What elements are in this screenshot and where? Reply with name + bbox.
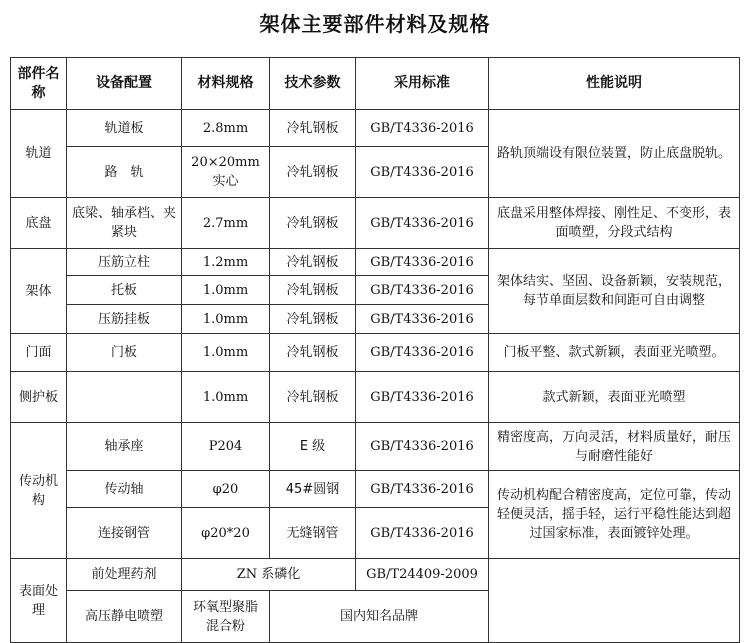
table-row [11,471,740,508]
part-cell: 传动机构 [11,423,67,559]
standard-cell: GB/T4336-2016 [356,334,489,372]
spec-table [10,57,740,643]
config-cell: 高压静电喷塑 [67,591,182,643]
spec-cell: 1.0mm [182,305,270,334]
param-cell: 冷轧钢板 [270,372,356,423]
part-cell: 表面处理 [11,559,67,643]
part-cell: 轨道 [11,110,67,198]
table-row [11,423,740,471]
table-row [11,198,740,249]
param-cell: 冷轧钢板 [270,198,356,249]
desc-cell: 路轨顶端设有限位装置，防止底盘脱轨。 [489,110,740,198]
spec-cell: 2.7mm [182,198,270,249]
part-cell: 底盘 [11,198,67,249]
param-cell: 冷轧钢板 [270,276,356,305]
spec-cell: 1.2mm [182,249,270,276]
standard-cell: GB/T4336-2016 [356,471,489,508]
standard-cell: GB/T4336-2016 [356,508,489,559]
desc-cell: 精密度高，万向灵活，材料质量好，耐压与耐磨性能好 [489,423,740,471]
spec-cell: 1.0mm [182,276,270,305]
spec-cell: 环氧型聚脂混合粉 [182,591,270,643]
table-row [11,559,740,591]
spec-cell: P204 [182,423,270,471]
header-desc: 性能说明 [489,58,740,110]
param-cell: 冷轧钢板 [270,334,356,372]
config-cell: 轴承座 [67,423,182,471]
config-cell: 路 轨 [67,147,182,198]
desc-cell: 架体结实、坚固、设备新颖，安装规范，每节单面层数和间距可自由调整 [489,249,740,334]
table-row [11,249,740,276]
table-row [11,110,740,147]
config-cell: 压筋挂板 [67,305,182,334]
spec-cell: 2.8mm [182,110,270,147]
standard-cell: GB/T4336-2016 [356,276,489,305]
desc-cell: 款式新颖，表面亚光喷塑 [489,372,740,423]
standard-cell: GB/T4336-2016 [356,372,489,423]
param-cell: 45#圆钢 [270,471,356,508]
desc-cell: 传动机构配合精密度高，定位可靠，传动轻便灵活，摇手轻，运行平稳性能达到超过国家标准，表面镀锌处理。 [489,471,740,559]
standard-cell: GB/T4336-2016 [356,305,489,334]
config-cell: 门板 [67,334,182,372]
spec-cell: ZN 系磷化 [182,559,356,591]
standard-cell: 国内知名品牌 [270,591,489,643]
param-cell: 冷轧钢板 [270,110,356,147]
config-cell: 连接钢管 [67,508,182,559]
param-cell: 冷轧钢板 [270,147,356,198]
desc-cell: 门板平整、款式新颖，表面亚光喷塑。 [489,334,740,372]
config-cell: 底梁、轴承档、夹紧块 [67,198,182,249]
page-title: 架体主要部件材料及规格 [259,12,491,36]
table-row [11,334,740,372]
empty-cell [489,559,740,643]
standard-cell: GB/T4336-2016 [356,147,489,198]
part-cell: 侧护板 [11,372,67,423]
standard-cell: GB/T4336-2016 [356,423,489,471]
param-cell: 无缝钢管 [270,508,356,559]
header-part: 部件名称 [11,58,67,110]
standard-cell: GB/T24409-2009 [356,559,489,591]
standard-cell: GB/T4336-2016 [356,198,489,249]
config-cell: 托板 [67,276,182,305]
part-cell: 门面 [11,334,67,372]
param-cell: E 级 [270,423,356,471]
header-param: 技术参数 [270,58,356,110]
config-cell: 传动轴 [67,471,182,508]
spec-cell: 20×20mm实心 [182,147,270,198]
header-row [11,58,740,110]
table-row [11,372,740,423]
desc-cell: 底盘采用整体焊接、刚性足、不变形，表面喷塑，分段式结构 [489,198,740,249]
config-cell: 前处理药剂 [67,559,182,591]
part-cell: 架体 [11,249,67,334]
spec-cell: φ20 [182,471,270,508]
header-standard: 采用标准 [356,58,489,110]
header-spec: 材料规格 [182,58,270,110]
header-config: 设备配置 [67,58,182,110]
param-cell: 冷轧钢板 [270,305,356,334]
standard-cell: GB/T4336-2016 [356,249,489,276]
config-cell: 压筋立柱 [67,249,182,276]
spec-cell: 1.0mm [182,372,270,423]
config-cell [67,372,182,423]
standard-cell: GB/T4336-2016 [356,110,489,147]
spec-cell: φ20*20 [182,508,270,559]
config-cell: 轨道板 [67,110,182,147]
spec-cell: 1.0mm [182,334,270,372]
param-cell: 冷轧钢板 [270,249,356,276]
